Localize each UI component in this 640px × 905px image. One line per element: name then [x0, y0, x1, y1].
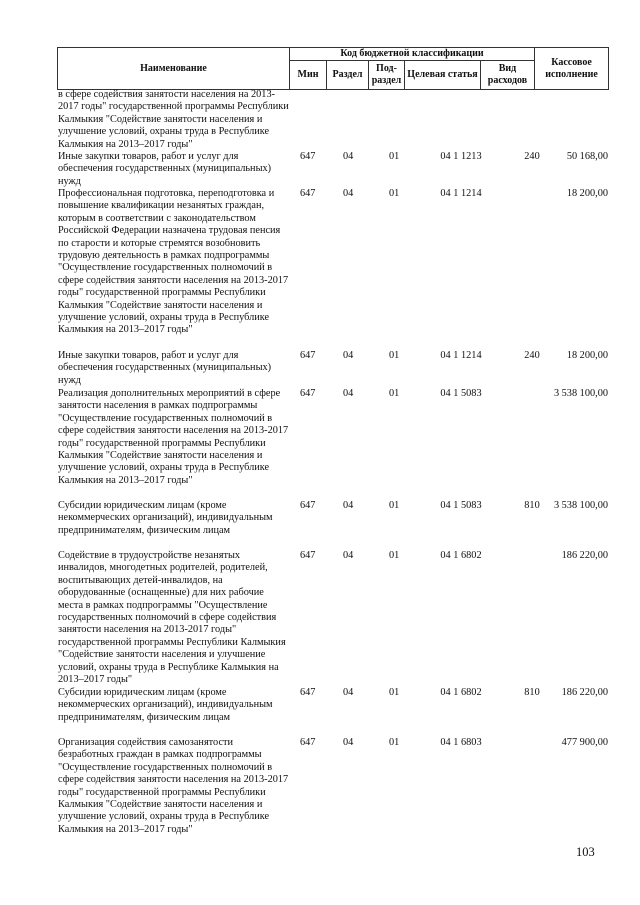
row-name: Реализация дополнительных мероприятий в сфере занятости населения в рамках подпрограммы "Осуществление государственных полномочий в сфере содействия занятости населения на 2013-2017 годы" государственной программы Республики Калмыкия "Содействие занятости населения и улучшение условий, охраны труда в Республике Калмыкия на 2013–2017 годы": [58, 388, 289, 486]
table-row: [57, 188, 608, 350]
row-vid: 810: [524, 500, 540, 511]
header-celevaya: Целевая статья: [405, 61, 481, 90]
row-podrazdel: 01: [389, 550, 400, 561]
row-podrazdel: 01: [389, 188, 400, 199]
row-name: Иные закупки товаров, работ и услуг для обеспечения государственных (муниципальных) нужд: [58, 350, 272, 386]
row-razdel: 04: [343, 388, 354, 399]
row-razdel: 04: [343, 737, 354, 748]
row-min: 647: [300, 687, 316, 698]
row-celevaya: 04 1 5083: [440, 388, 482, 399]
page-number: 103: [576, 845, 595, 859]
row-celevaya: 04 1 6802: [440, 550, 482, 561]
row-celevaya: 04 1 6803: [440, 737, 482, 748]
row-amount: 18 200,00: [566, 188, 608, 199]
row-name: Организация содействия самозанятости безработных граждан в рамках подпрограммы "Осуществление государственных полномочий в сфере содействия занятости населения на 2013-2017 годы" государственной программы Республики Калмыкия "Содействие занятости населения и улучшение условий, охраны труда в Республике Калмыкия на 2013–2017 годы": [58, 737, 289, 835]
table-row: [57, 500, 608, 550]
table-row: [57, 550, 608, 687]
row-min: 647: [300, 188, 316, 199]
row-name: Профессиональная подготовка, переподготовка и повышение квалификации незанятых граждан, которым в соответствии с законодательством Российской Федерации назначена трудовая пенсия по старости и которые стремятся возобновить трудовую деятельность в рамках подпрограммы "Осуществление государственных полномочий в сфере содействия занятости населения на 2013-2017 годы" государственной программы Республики Калмыкия "Содействие занятости населения и улучшение условий, охраны труда в Республике Калмыкия на 2013–2017 годы": [58, 188, 289, 336]
row-name: Содействие в трудоустройстве незанятых инвалидов, многодетных родителей, родителей, воспитывающих детей-инвалидов, на оборудованные (оснащенные) для них рабочие места в рамках подпрограммы "Осуществление государственных полномочий в сфере содействия занятости населения на 2013-2017 годы" государственной программы Республики Калмыкия "Содействие занятости населения и улучшение условий, охраны труда в Республике Калмыкия на 2013–2017 годы": [58, 550, 286, 686]
row-celevaya: 04 1 1213: [440, 151, 482, 162]
header-kassovoe: Кассовое исполнение: [535, 48, 609, 90]
row-min: 647: [300, 151, 316, 162]
row-name: Субсидии юридическим лицам (кроме некоммерческих организаций), индивидуальным предпринимателям, физическим лицам: [58, 687, 273, 723]
row-podrazdel: 01: [389, 350, 400, 361]
row-razdel: 04: [343, 350, 354, 361]
row-vid: 240: [524, 350, 540, 361]
row-min: 647: [300, 737, 316, 748]
row-celevaya: 04 1 5083: [440, 500, 482, 511]
row-podrazdel: 01: [389, 737, 400, 748]
row-amount: 186 220,00: [561, 687, 608, 698]
row-podrazdel: 01: [389, 388, 400, 399]
table-row: [57, 388, 608, 500]
row-podrazdel: 01: [389, 500, 400, 511]
row-celevaya: 04 1 6802: [440, 687, 482, 698]
row-min: 647: [300, 350, 316, 361]
header-podrazdel: Под-раздел: [369, 61, 405, 90]
header-vid: Вид расходов: [481, 61, 535, 90]
table-row: [57, 89, 608, 151]
table-header: [57, 47, 609, 90]
table-row: [57, 687, 608, 737]
row-podrazdel: 01: [389, 687, 400, 698]
row-name: в сфере содействия занятости населения на 2013-2017 годы" государственной программы Республики Калмыкия "Содействие занятости населения и улучшение условий, охраны труда в Республике Калмыкия на 2013–2017 годы": [58, 89, 289, 150]
row-razdel: 04: [343, 188, 354, 199]
row-amount: 3 538 100,00: [553, 500, 608, 511]
row-amount: 477 900,00: [561, 737, 608, 748]
row-podrazdel: 01: [389, 151, 400, 162]
row-min: 647: [300, 550, 316, 561]
row-amount: 18 200,00: [566, 350, 608, 361]
table-row: [57, 151, 608, 188]
table-row: [57, 350, 608, 388]
row-amount: 186 220,00: [561, 550, 608, 561]
row-razdel: 04: [343, 151, 354, 162]
row-amount: 3 538 100,00: [553, 388, 608, 399]
header-razdel: Раздел: [327, 61, 369, 90]
row-razdel: 04: [343, 550, 354, 561]
row-vid: 240: [524, 151, 540, 162]
table-row: [57, 737, 608, 849]
row-celevaya: 04 1 1214: [440, 188, 482, 199]
row-razdel: 04: [343, 687, 354, 698]
row-name: Иные закупки товаров, работ и услуг для обеспечения государственных (муниципальных) нужд: [58, 151, 272, 187]
row-name: Субсидии юридическим лицам (кроме некоммерческих организаций), индивидуальным предпринимателям, физическим лицам: [58, 500, 273, 536]
row-min: 647: [300, 500, 316, 511]
table-body: [57, 89, 608, 849]
row-min: 647: [300, 388, 316, 399]
row-amount: 50 168,00: [566, 151, 608, 162]
row-razdel: 04: [343, 500, 354, 511]
header-name: Наименование: [58, 48, 290, 90]
row-vid: 810: [524, 687, 540, 698]
row-celevaya: 04 1 1214: [440, 350, 482, 361]
header-min: Мин: [290, 61, 327, 90]
header-code-group: Код бюджетной классификации: [290, 48, 535, 61]
